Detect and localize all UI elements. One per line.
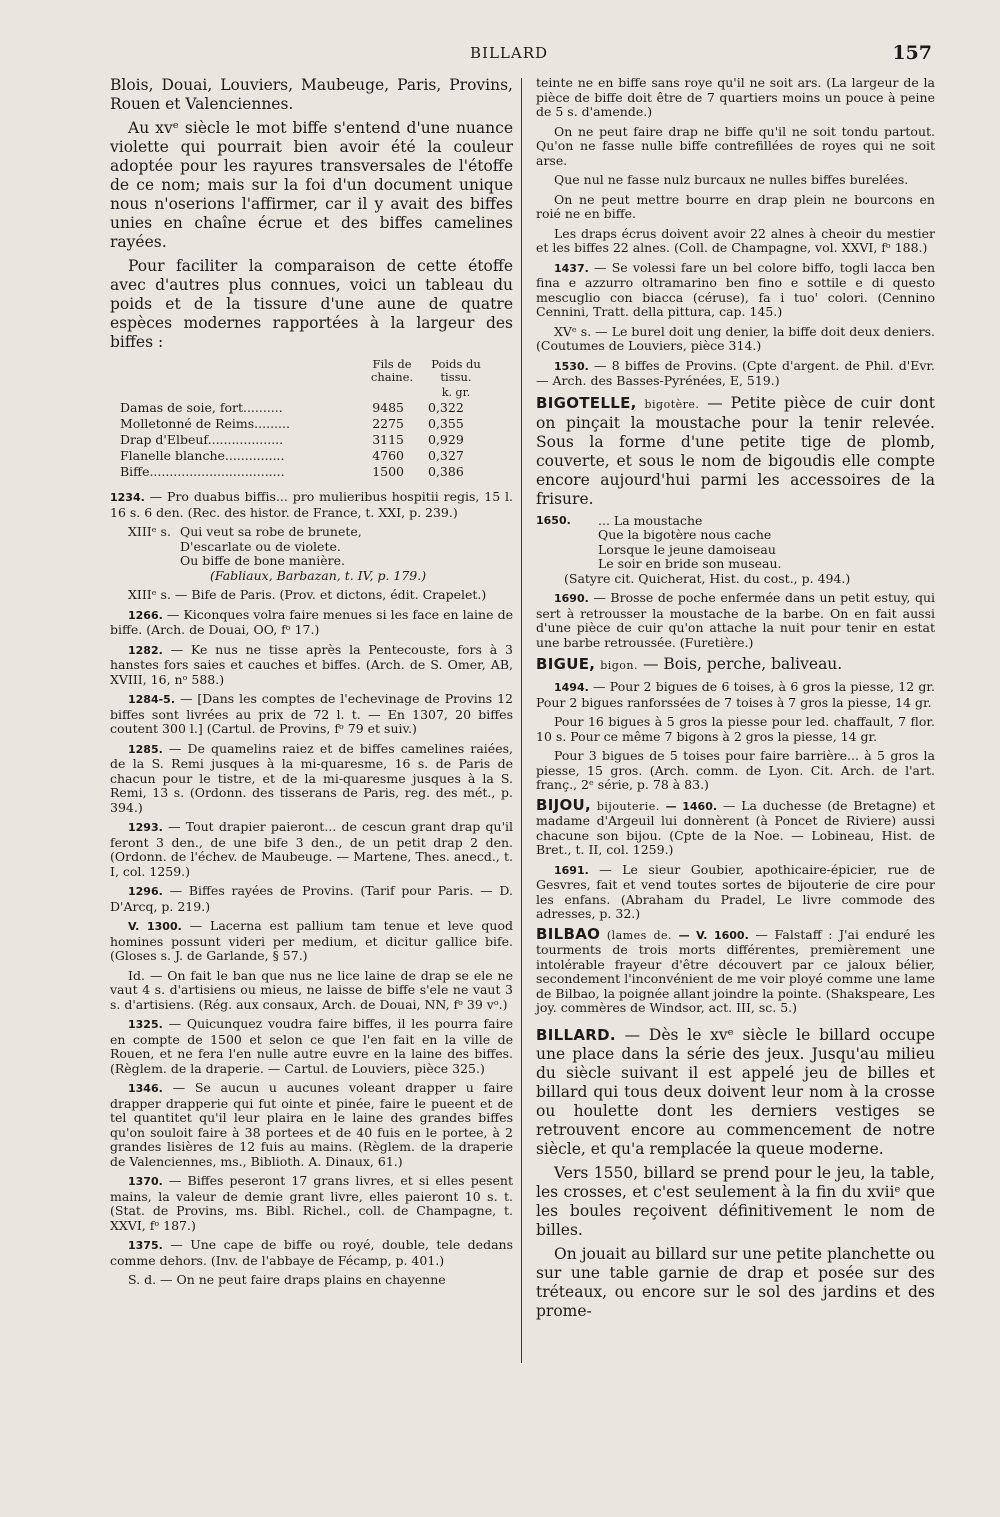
entry-text: — Lacerna est pallium tam tenue et leve quod homines possunt videri per medium, et dicitur gallice bife. (Gloses s. J. de Garlande, § 57.) (110, 918, 513, 964)
entry-date: 1325. (128, 1018, 163, 1032)
entry-xiii-verse (110, 525, 513, 583)
paragraph: Les draps écrus doivent avoir 22 alnes à cheoir du mestier et les biffes 22 alnes. (Coll. de Champagne, vol. XXVI, fᵒ 188.) (536, 225, 935, 255)
running-title: BILLARD (470, 44, 549, 62)
entry-date: 1234. (110, 491, 145, 505)
paragraph: On ne peut faire drap ne biffe qu'il ne soit tondu partout. Qu'on ne fasse nulle biffe contrefillées de royes qui ne soit arse. (536, 123, 935, 168)
entry-date: 1691. (554, 863, 589, 877)
verse-line: Ou biffe de bone manière. (180, 553, 345, 569)
entry-date: 1530. (554, 359, 589, 373)
entry-text: — Tout drapier paieront... de cescun grant drap qu'il feront 3 den., de une bife 3 den., de un petit drap 2 den. (Ordonn. de l'échev. de Maubeuge. — Martene, Thes. anecd., t. I, col. 1259.) (110, 819, 513, 879)
entry-1282 (110, 643, 513, 688)
table-cell-fils: 2275 (372, 416, 404, 432)
table-cell-name: Damas de soie, fort.......... (120, 400, 283, 416)
entry-date: — V. 1600. (678, 928, 749, 942)
entry-date: 1494. (554, 681, 589, 694)
table-cell-name: Drap d'Elbeuf................... (120, 432, 284, 448)
verse-line: ... La moustache (598, 512, 703, 528)
table-row (120, 464, 490, 480)
entry-date: 1285. (128, 742, 163, 756)
article-text: — Petite pièce de cuir dont on pinçait la moustache pour la tenir relevée. Sous la forme d'une petite tige de plomb, couverte, et sous le nom de bigoudis elle compte encore aujourd'hui parmi les accessoires de la frisure. (536, 393, 935, 508)
table-cell-poids: 0,355 (428, 416, 464, 432)
paragraph: Pour 3 bigues de 5 toises pour faire barrière... à 5 gros la piesse, 15 gros. (Arch. comm. de Lyon. Cit. Arch. de l'art. franç., 2ᵉ série, p. 78 à 83.) (536, 748, 935, 792)
table-header-poids: Poids du tissu. (431, 357, 481, 384)
entry-text: — Pour 2 bigues de 6 toises, à 6 gros la piesse, 12 gr. Pour 2 bigues ranforssées de 7 toises à 7 gros la piesse, 14 gr. (536, 679, 935, 710)
verse-line: Qui veut sa robe de brunete, (180, 524, 362, 540)
entry-1346 (110, 1081, 513, 1169)
entry-text: — Biffes peseront 17 grans livres, et si elles pesent mains, la valeur de demie grant livre, elles paieront 10 s. t. (Stat. de Provins, ms. Bibl. Richel., coll. de Champagne, t. XXVI, fᵒ 187.) (110, 1173, 513, 1233)
entry-1691 (536, 863, 935, 922)
entry-date: 1346. (128, 1082, 163, 1096)
table-cell-name: Molletonné de Reims......... (120, 416, 290, 432)
paragraph: Que nul ne fasse nulz burcaux ne nulles biffes burelées. (554, 172, 909, 187)
entry-date: 1650. (536, 513, 571, 527)
paragraph: Vers 1550, billard se prend pour le jeu, la table, les crosses, et c'est seulement à la fin du xviiᵉ que les boules reçoivent définitivement le nom de billes. (536, 1163, 935, 1239)
entry-1234 (110, 490, 513, 520)
table-cell-poids: 0,322 (428, 400, 464, 416)
table-cell-poids: 0,327 (428, 448, 464, 464)
left-column (110, 76, 513, 1293)
entry-date: 1284-5. (128, 693, 176, 707)
table-cell-name: Flanelle blanche............... (120, 448, 285, 464)
entry-date: 1690. (554, 592, 589, 605)
article-billard (536, 1026, 935, 1159)
entry-date: 1375. (128, 1239, 163, 1253)
entry-text: — Kiconques volra faire menues si les face en laine de biffe. (Arch. de Douai, OO, fᵒ 17.) (110, 606, 513, 638)
weight-table (120, 358, 490, 480)
headword: BIJOU, (536, 795, 592, 814)
headword-variant: bigon. (600, 659, 639, 672)
entry-text: — Quicunquez voudra faire biffes, il les pourra faire en compte de 1500 et selon ce que l'en fait en la ville de Rouen, et ne fera l'en nulle autre euvre en la laine des biffes. (Règlem. de la draperie. — Cartul. de Louviers, pièce 325.) (110, 1016, 513, 1076)
entry-text: — Se aucun u aucunes voleant drapper u faire drapper drapperie qui fut ointe et pinée, faire le pueent et de tel quantitet qu'il leur plaira en le laine des grandes biffes qu'on souloit faire à 38 portees et de 40 fuis en le portee, à 2 grandes lisières de 12 fuis au mains. (Règlem. de la draperie de Valenciennes, ms., Biblioth. A. Dinaux, 61.) (110, 1080, 513, 1169)
entry-xiii-bife: XIIIᵉ s. — Bife de Paris. (Prov. et dictons, édit. Crapelet.) (128, 587, 487, 603)
entry-1293 (110, 820, 513, 879)
entry-date: 1296. (128, 885, 163, 899)
headword: BILBAO (536, 924, 601, 943)
verse-line: D'escarlate ou de violete. (180, 538, 341, 554)
paragraph: On ne peut mettre bourre en drap plein ne bourcons en roié ne en biffe. (536, 191, 935, 221)
paragraph: Pour 16 bigues à 5 gros la piesse pour led. chaffault, 7 flor. 10 s. Pour ce même 7 bigons à 2 gros la piesse, 14 gr. (536, 714, 935, 744)
table-row (120, 416, 490, 432)
table-row (120, 400, 490, 416)
table-header-blank (120, 358, 362, 386)
headword-variant: bigotère. (644, 397, 700, 411)
entry-date: 1282. (128, 643, 163, 657)
table-cell-fils: 3115 (372, 432, 404, 448)
entry-text: — 8 biffes de Provins. (Cpte d'argent. de Phil. d'Evr. — Arch. des Basses-Pyrénées, E, 519.) (536, 357, 935, 388)
paragraph: Pour faciliter la comparaison de cette étoffe avec d'autres plus connues, voici un tableau du poids et de la tissure d'une aune de quatre espèces modernes rapportées à la largeur des biffes : (110, 257, 513, 351)
headword: BIGOTELLE, (536, 393, 637, 412)
article-text: — Dès le xvᵉ siècle le billard occupe une place dans la série des jeux. Jusqu'au milieu du siècle suivant il est appelé jeu de billes et billard qui tous deux doivent leur nom à la crosse ou houlette dont les derniers vestiges se retrouvent encore au commencement de notre siècle, et qu'a remplacée la queue moderne. (536, 1025, 935, 1158)
verse-line: Que la bigotère nous cache (598, 527, 772, 542)
entry-date: 1293. (128, 821, 163, 835)
entry-date: — 1460. (665, 799, 718, 813)
verse-line: Le soir en bride son museau. (598, 556, 782, 571)
table-header-fils: Fils de chaine. (370, 357, 414, 384)
table-cell-poids: 0,386 (428, 464, 464, 480)
paragraph: teinte ne en biffe sans roye qu'il ne soit ars. (La largeur de la pièce de biffe doit être de 7 quartiers moins un pouce à peine de 5 s. d'amende.) (536, 75, 935, 119)
table-cell-poids: 0,929 (428, 432, 464, 448)
table-cell-fils: 1500 (372, 464, 404, 480)
entry-1650 (536, 514, 935, 587)
table-cell-fils: 9485 (372, 400, 404, 416)
headword: BILLARD. (536, 1025, 616, 1044)
headword-variant: (lames de. (606, 928, 673, 942)
entry-date: 1437. (554, 261, 589, 275)
article-bilbao (536, 924, 935, 1016)
entry-date: 1266. (128, 608, 163, 622)
entry-date: V. 1300. (128, 920, 182, 934)
entry-text: — Pro duabus biffis... pro mulieribus hospitii regis, 15 l. 16 s. 6 den. (Rec. des histor. de France, t. XXI, p. 239.) (110, 489, 513, 520)
entry-1325 (110, 1017, 513, 1076)
entry-sd: S. d. — On ne peut faire draps plains en chayenne (128, 1272, 446, 1288)
column-divider (521, 78, 522, 1363)
entry-1266 (110, 608, 513, 638)
entry-id: Id. — On fait le ban que nus ne lice laine de drap se ele ne vaut 4 s. d'artisiens ou mieus, ne laisse de biffe s'ele ne vaut 3 s. d'artisiens. (Rég. aux consaux, Arch. de Douai, NN, fᵒ 39 vᵒ.) (110, 967, 513, 1012)
paragraph: Au xvᵉ siècle le mot biffe s'entend d'une nuance violette qui pourrait bien avoir été la couleur adoptée pour les rayures transversales de l'étoffe de ce nom; mais sur la foi d'un document unique nous n'oserions l'affirmer, car il y avait des biffes unies en chaîne écrue et des biffes camelines rayées. (110, 119, 513, 251)
paragraph: On jouait au billard sur une petite planchette ou sur une table garnie de drap et posée sur des tréteaux, ou encore sur le sol des jardins et des prome- (536, 1244, 935, 1320)
running-header (0, 40, 1000, 68)
entry-text: — De quamelins raiez et de biffes camelines raiées, de la S. Remi jusques à la mi-quaresme, 16 s. de Paris de chacun pour le tistre, et de la mi-quaresme jusques à la S. Remi, 13 s. (Ordonn. des tisserans de Paris, reg. des mét., p. 394.) (110, 740, 513, 815)
entry-1370 (110, 1174, 513, 1233)
entry-text: — Ke nus ne tisse après la Pentecouste, fors à 3 hanstes fors saies et cauches et biffes. (Arch. de S. Omer, AB, XVIII, 16, nᵒ 588.) (110, 641, 513, 687)
entry-1300 (110, 919, 513, 964)
headword-variant: bijouterie. (596, 799, 660, 813)
table-cell-fils: 4760 (372, 448, 404, 464)
article-bigue (536, 655, 935, 675)
entry-date: 1370. (128, 1175, 163, 1189)
entry-1690 (536, 591, 935, 650)
verse-line: Lorsque le jeune damoiseau (598, 541, 776, 557)
entry-text: — Brosse de poche enfermée dans un petit estuy, qui sert à retrousser la moustache de la barbe. On en fait aussi d'une pièce de cuir qu'on attache la nuit pour tenir en estat une barbe retroussée. (Furetière.) (536, 590, 935, 650)
entry-1375 (110, 1238, 513, 1268)
table-row (120, 432, 490, 448)
entry-1284 (110, 692, 513, 737)
entry-text: — Se volessi fare un bel colore biffo, togli lacca ben fina e azzurro oltramarino ben fino e sottile e di questo mescuglio con biacca (céruse), fa i tuo' colori. (Cennino Cennini, Tratt. della pittura, cap. 145.) (536, 259, 936, 319)
entry-1296 (110, 884, 513, 914)
article-text: — Bois, perche, baliveau. (642, 655, 843, 673)
entry-text: — Une cape de biffe ou royé, double, tele dedans comme dehors. (Inv. de l'abbaye de Fécamp, p. 401.) (110, 1237, 513, 1268)
verse-source: (Fabliaux, Barbazan, t. IV, p. 179.) (210, 567, 427, 583)
article-text: — Falstaff : J'ai enduré les tourments de trois morts différentes, premièrement une intolérable frayeur d'être découvert par ce jaloux bélier, secondement l'inconvénient de me voir ployé comme une lame de Bilbao, la poignée allant joindre la pointe. (Shakspeare, Les joy. commères de Windsor, act. III, sc. 5.) (536, 926, 935, 1015)
headword: BIGUE, (536, 655, 596, 673)
table-unit: k. gr. (441, 386, 471, 399)
entry-1494 (536, 680, 935, 710)
table-cell-name: Biffe.................................. (120, 464, 285, 480)
entry-1285 (110, 742, 513, 816)
article-bigotelle (536, 394, 935, 509)
article-text: — La duchesse (de Bretagne) et madame d'Argeuil lui donnèrent (à Poncet de Riviere) aussi chacune son bijou. (Cpte de la Noe. — Lobineau, Hist. de Bret., t. II, col. 1259.) (536, 797, 935, 857)
table-row (120, 448, 490, 464)
article-bijou (536, 795, 935, 858)
entry-text: — Biffes rayées de Provins. (Tarif pour Paris. — D. D'Arcq, p. 219.) (110, 883, 513, 914)
page-number: 157 (892, 42, 932, 64)
entry-date: XIIIᵉ s. (128, 524, 171, 540)
entry-1437 (536, 261, 935, 320)
entry-text: — [Dans les comptes de l'echevinage de Provins 12 biffes sont livrées au prix de 72 l. t. — En 1307, 20 biffes coutent 300 l.] (Cartul. de Provins, fᵒ 79 et suiv.) (110, 691, 513, 737)
paragraph: Blois, Douai, Louviers, Maubeuge, Paris, Provins, Rouen et Valenciennes. (110, 76, 513, 113)
entry-xv: XVᵉ s. — Le burel doit ung denier, la biffe doit deux deniers. (Coutumes de Louviers, pièce 314.) (536, 323, 935, 353)
right-column (536, 76, 935, 1326)
entry-text: — Le sieur Goubier, apothicaire-épicier, rue de Gesvres, fait et vend toutes sortes de bijouterie de cire pour les enfans. (Abraham du Pradel, Le livre commode des adresses, p. 32.) (536, 861, 935, 921)
verse-source: (Satyre cit. Quicherat, Hist. du cost., p. 494.) (564, 570, 851, 586)
entry-1530 (536, 359, 935, 389)
